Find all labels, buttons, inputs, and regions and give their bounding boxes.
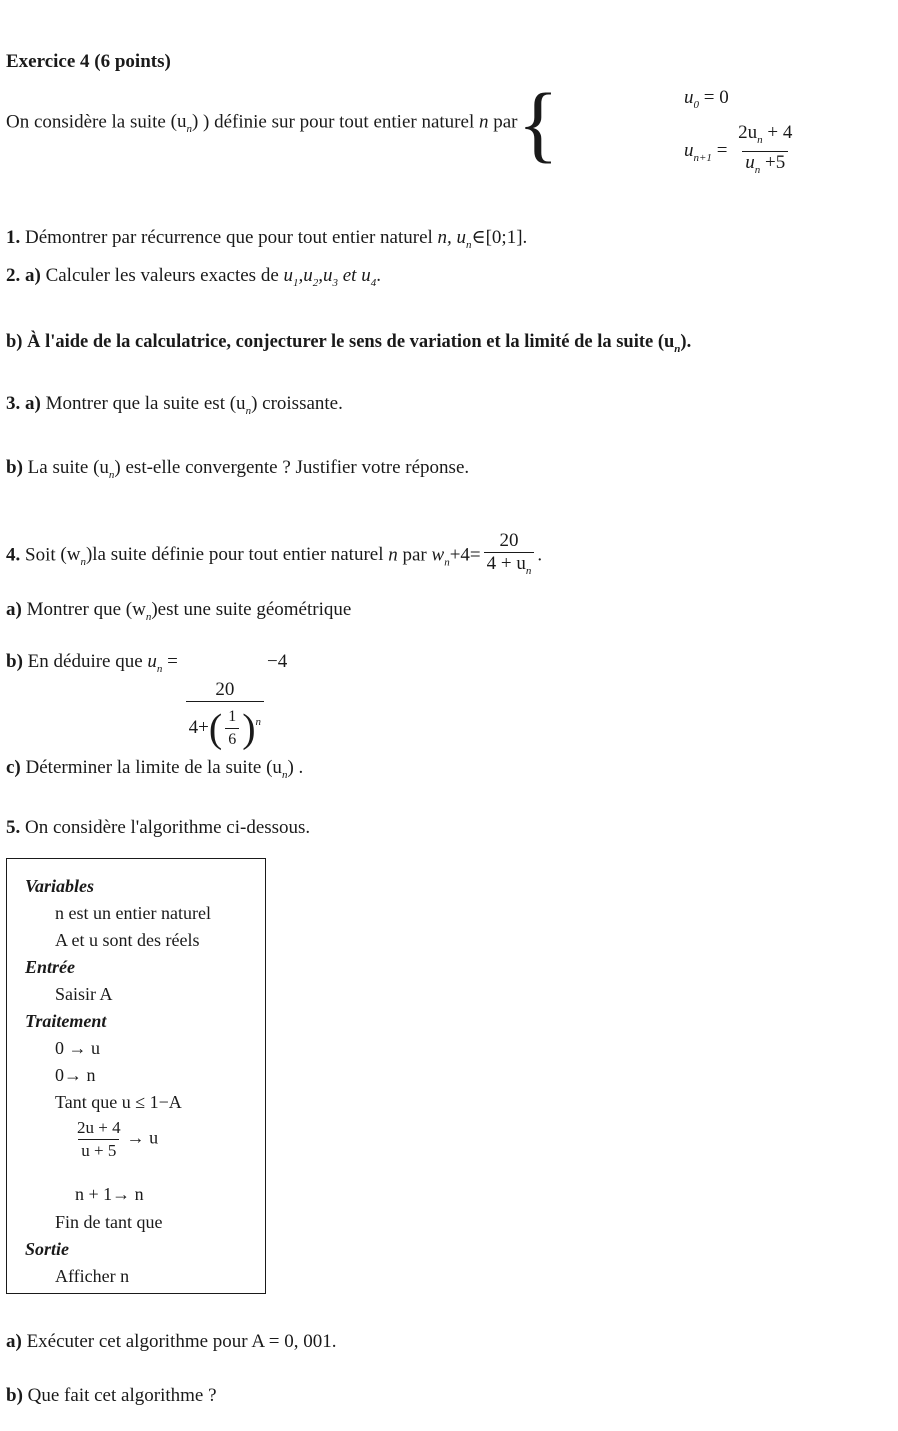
system-recurrence: $u_{n+1}$ = $\frac{2u_n + 4}{u_n +5}$ <box>684 122 798 181</box>
question-2a: 2. a) Calculer les valeurs exactes de $u_1,u_2,u_3$ et $u_4$. <box>6 265 381 289</box>
question-4b: b) En déduire que $u_n$ = 20 4+( $\frac{1}{6}$ )$^n$ −4 <box>6 651 288 751</box>
algo-variables-heading: Variables <box>25 876 95 896</box>
question-4c: c) Déterminer la limite de la suite $(u_n)$ . <box>6 757 304 781</box>
algo-init-n: 0→ n <box>55 1065 96 1085</box>
exercise-title: Exercice 4 (6 points) <box>6 51 171 72</box>
algo-update-u: $\frac{2u + 4}{u + 5}$ → u <box>77 1118 159 1160</box>
question-3a: 3. a) Montrer que la suite est $(u_n)$ croissante. <box>6 393 343 417</box>
algorithm-box <box>6 858 266 1294</box>
un-fraction: 20 4+( $\frac{1}{6}$ )$^n$ <box>186 679 264 751</box>
question-5a: a) Exécuter cet algorithme pour A = 0, 001. <box>6 1331 337 1352</box>
algo-output-n: Afficher n <box>55 1266 130 1286</box>
intro-rest: ) définie sur pour tout entier naturel <box>203 111 475 133</box>
question-4: 4. Soit $(w_n)la$ suite définie pour tout entier naturel n par $w_n+4=$ $\frac{20}{4 + u_n}$ . <box>6 530 542 582</box>
question-5: 5. On considère l'algorithme ci-dessous. <box>6 817 311 838</box>
intro-suite: $(u_n)$ <box>170 111 199 136</box>
question-2b: b) À l'aide de la calculatrice, conjecturer le sens de variation et la limité de la suite $(u_n)$. <box>6 332 692 355</box>
algo-variable-n: n est un entier naturel <box>55 903 211 923</box>
algo-sortie-heading: Sortie <box>25 1239 70 1259</box>
algo-end-while: Fin de tant que <box>55 1212 163 1232</box>
intro-par: par <box>493 111 518 133</box>
question-3b: b) La suite $(u_n)$ est-elle convergente ? Justifier votre réponse. <box>6 457 470 481</box>
algo-variable-a-u: A et u sont des réels <box>55 930 200 950</box>
intro-text: On considère la suite <box>6 111 166 133</box>
intro-var: n <box>478 111 489 133</box>
system-brace: { <box>517 75 559 171</box>
question-4a: a) Montrer que $(w_n)est$ une suite géométrique <box>6 599 352 623</box>
algo-increment-n: n + 1→ n <box>75 1184 144 1204</box>
algo-input-a: Saisir A <box>55 984 113 1004</box>
question-1: 1. Démontrer par récurrence que pour tout entier naturel n, $u_n\in[0;1]$. <box>6 227 528 251</box>
w-fraction: $\frac{20}{4 + u_n}$ <box>484 530 535 582</box>
algo-while-condition: Tant que u ≤ 1−A <box>55 1092 182 1112</box>
system-u0: $u_0 = 0$ <box>684 87 729 111</box>
intro-statement <box>6 75 559 171</box>
algo-entree-heading: Entrée <box>25 957 76 977</box>
algo-traitement-heading: Traitement <box>25 1011 107 1031</box>
algo-init-u: 0 → u <box>55 1038 100 1058</box>
question-5b: b) Que fait cet algorithme ? <box>6 1385 217 1406</box>
recurrence-fraction: $\frac{2u_n + 4}{u_n +5}$ <box>735 122 795 181</box>
